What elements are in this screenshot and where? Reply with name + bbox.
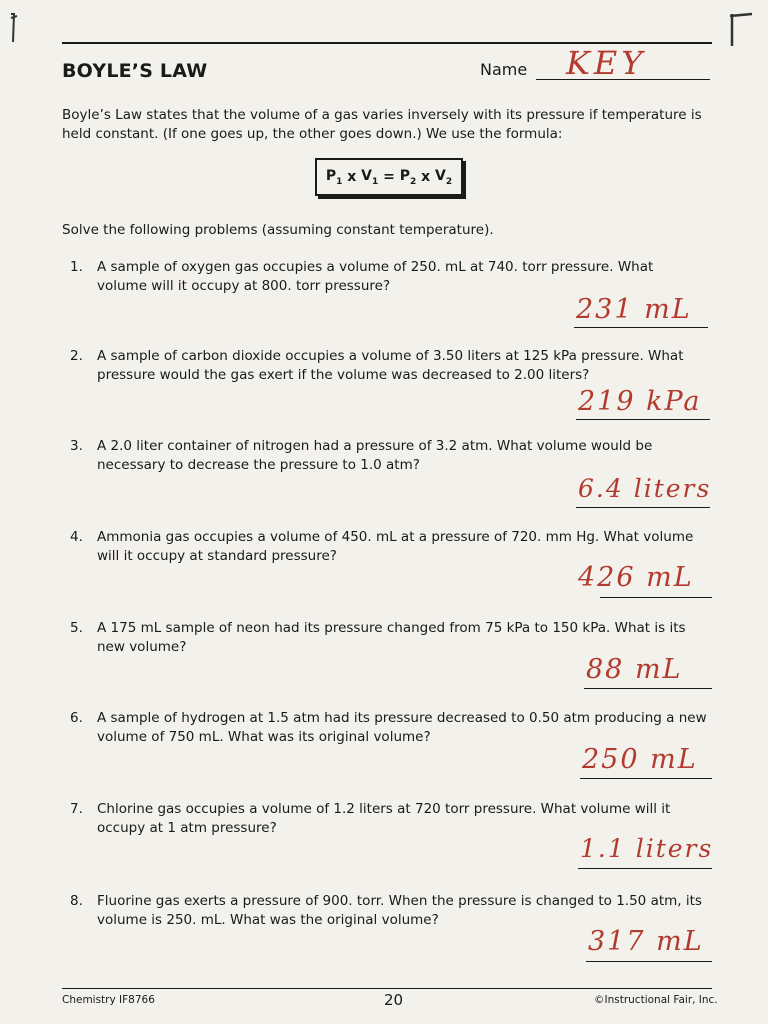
formula-p2: $P_2$: [399, 167, 417, 187]
answer-2: 219 kPa: [578, 386, 702, 417]
instructions: Solve the following problems (assuming constant temperature).: [62, 222, 494, 238]
answer-6: 250 mL: [582, 744, 698, 775]
answer-4: 426 mL: [578, 562, 694, 593]
answer-line-7: [578, 868, 712, 869]
answer-line-5: [584, 688, 712, 689]
formula-v2: $V_2$: [435, 167, 453, 187]
problem-text: A 2.0 liter container of nitrogen had a pressure of 3.2 atm. What volume would be necessary to decrease the pressure to 1.0 atm?: [97, 438, 653, 473]
formula-times-2: x: [421, 169, 431, 185]
problem-text: Ammonia gas occupies a volume of 450. mL at a pressure of 720. mm Hg. What volume will it occupy at standard pressure?: [97, 529, 694, 564]
answer-line-6: [580, 778, 712, 779]
problem-number: 6.: [70, 710, 83, 726]
footer-rule: [62, 988, 712, 989]
formula-p1: $P_1$: [325, 167, 343, 187]
problem-number: 8.: [70, 893, 83, 909]
footer-book-code: Chemistry IF8766: [62, 994, 155, 1006]
answer-line-3: [576, 507, 710, 508]
answer-line-8: [586, 961, 712, 962]
answer-1: 231 mL: [576, 294, 692, 325]
answer-8: 317 mL: [588, 926, 704, 957]
problem-number: 4.: [70, 529, 83, 545]
page-title: BOYLE’S LAW: [62, 60, 208, 82]
footer-page-number: 20: [384, 991, 404, 1009]
problem-text: Chlorine gas occupies a volume of 1.2 liters at 720 torr pressure. What volume will it occupy at 1 atm pressure?: [97, 801, 671, 836]
answer-7: 1.1 liters: [580, 834, 714, 863]
formula-box: [315, 158, 463, 196]
name-label: Name: [480, 60, 528, 79]
problem-text: A sample of hydrogen at 1.5 atm had its pressure decreased to 0.50 atm producing a new volume of 750 mL. What was its original volume?: [97, 710, 707, 745]
answer-line-4: [600, 597, 712, 598]
problem-number: 5.: [70, 620, 83, 636]
problem-text: Fluorine gas exerts a pressure of 900. torr. When the pressure is changed to 1.50 atm, its volume is 250. mL. What was the original volume?: [97, 893, 702, 928]
problem-number: 7.: [70, 801, 83, 817]
formula-times-1: x: [347, 169, 357, 185]
formula-v1: $V_1$: [361, 167, 379, 187]
intro-paragraph: Boyle’s Law states that the volume of a gas varies inversely with its pressure if temperature is held constant. (If one goes up, the other goes down.) We use the formula:: [62, 107, 702, 142]
answer-5: 88 mL: [586, 654, 683, 685]
answer-3: 6.4 liters: [578, 474, 712, 503]
scan-mark-right: [728, 10, 756, 50]
name-value: KEY: [566, 44, 647, 82]
problem-number: 3.: [70, 438, 83, 454]
problem-number: 1.: [70, 259, 83, 275]
formula-equals: =: [383, 169, 395, 185]
scan-mark-left: [6, 12, 20, 46]
problem-text: A sample of oxygen gas occupies a volume of 250. mL at 740. torr pressure. What volume will it occupy at 800. torr pressure?: [97, 259, 654, 294]
answer-line-1: [574, 327, 708, 328]
footer-copyright: ©Instructional Fair, Inc.: [594, 994, 718, 1006]
problem-number: 2.: [70, 348, 83, 364]
problem-text: A 175 mL sample of neon had its pressure changed from 75 kPa to 150 kPa. What is its new volume?: [97, 620, 686, 655]
problem-text: A sample of carbon dioxide occupies a volume of 3.50 liters at 125 kPa pressure. What pressure would the gas exert if the volume was decreased to 2.00 liters?: [97, 348, 684, 383]
answer-line-2: [576, 419, 710, 420]
